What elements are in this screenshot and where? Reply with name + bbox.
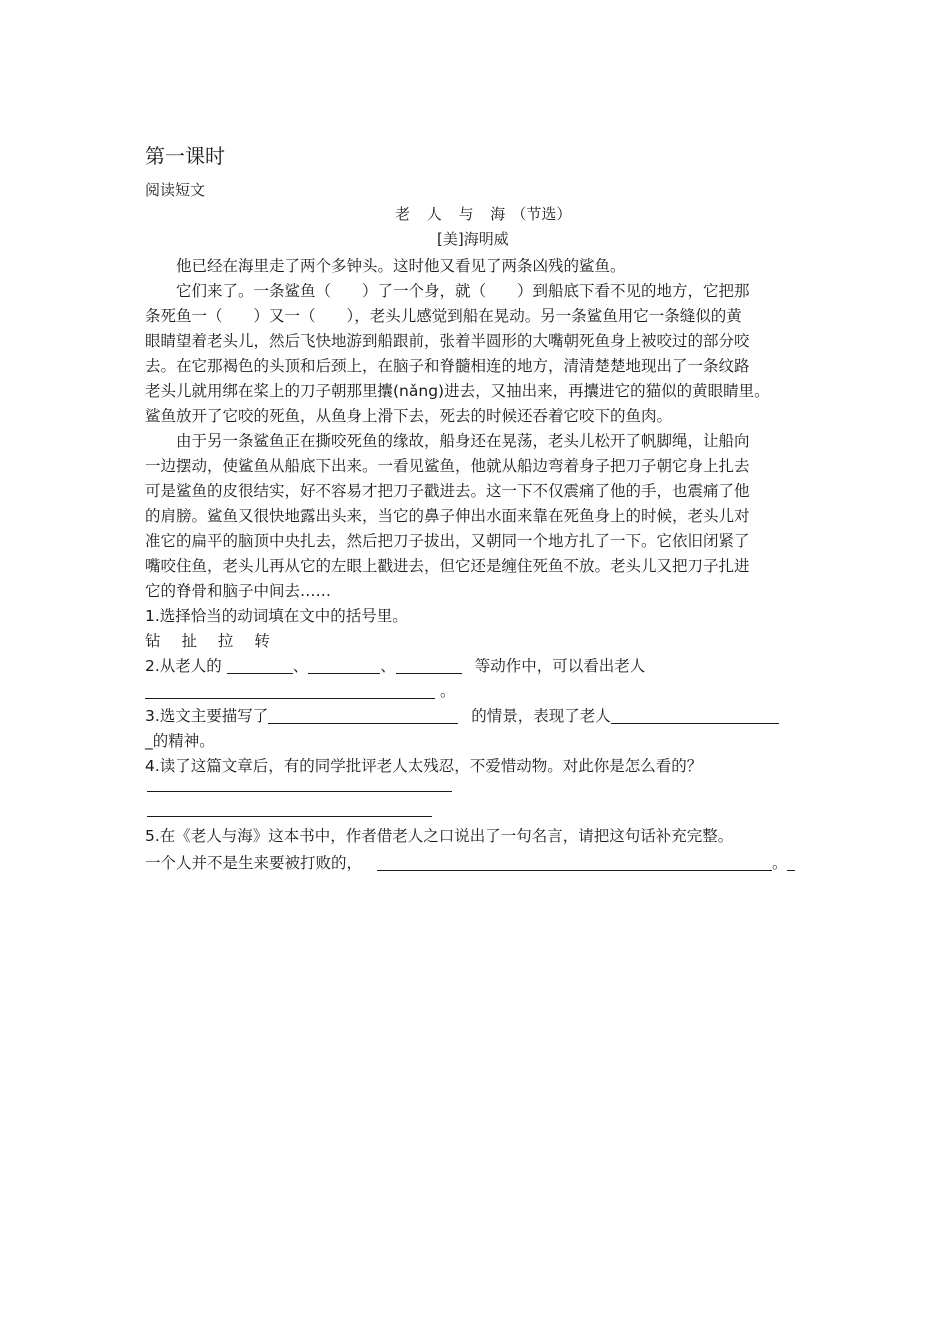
- passage-line: 他已经在海里走了两个多钟头。这时他又看见了两条凶残的鲨鱼。: [176, 257, 626, 275]
- passage-line: 鲨鱼放开了它咬的死鱼，从鱼身上滑下去，死去的时候还吞着它咬下的鱼肉。: [145, 407, 673, 425]
- question-2: [145, 656, 645, 676]
- q4-answer-line-1[interactable]: [147, 791, 452, 792]
- passage-line: 去。在它那褐色的头顶和后颈上，在脑子和脊髓相连的地方，清清楚楚地现出了一条纹路: [145, 357, 750, 375]
- q5-blank-tail: [787, 854, 795, 871]
- question-5-continued: [145, 853, 795, 873]
- word-option: 钻: [145, 632, 161, 650]
- question-3-continued: _的精神。: [145, 732, 215, 750]
- passage-line: 嘴咬住鱼，老头儿再从它的左眼上戳进去，但它还是缠住死鱼不放。老头儿又把刀子扎进: [145, 557, 750, 575]
- passage-line: 老头儿就用绑在桨上的刀子朝那里攮(nǎng)进去，又抽出来，再攮进它的猫似的黄眼睛里。: [145, 382, 770, 400]
- passage-line: 它们来了。一条鲨鱼（ ）了一个身，就（ ）到船底下看不见的地方，它把那: [176, 282, 750, 300]
- passage-line: 由于另一条鲨鱼正在撕咬死鱼的缘故，船身还在晃荡，老头儿松开了帆脚绳，让船向: [176, 432, 750, 450]
- passage-line: 眼睛望着老头儿，然后飞快地游到船跟前，张着半圆形的大嘴朝死鱼身上被咬过的部分咬: [145, 332, 750, 350]
- q3-prefix: 3.选文主要描写了: [145, 707, 269, 725]
- word-option: 扯: [181, 632, 197, 650]
- q2-middle: 等动作中，可以看出老人: [474, 657, 646, 675]
- passage-line: 的肩膀。鲨鱼又很快地露出头来，当它的鼻子伸出水面来靠在死鱼身上的时候，老头儿对: [145, 507, 750, 525]
- passage-title-main: 老 人 与 海: [395, 205, 512, 223]
- q2-end: 。: [439, 682, 456, 700]
- word-option: 转: [254, 632, 270, 650]
- q5-end: 。: [771, 854, 788, 872]
- question-2-continued: [145, 681, 455, 701]
- q5-prefix: 一个人并不是生来要被打败的，: [145, 854, 363, 872]
- passage-line: 准它的扁平的脑顶中央扎去，然后把刀子拔出，又朝同一个地方扎了一下。它依旧闭紧了: [145, 532, 750, 550]
- lesson-title: 第一课时: [145, 144, 225, 168]
- q3-middle: 的情景，表现了老人: [471, 707, 611, 725]
- q2-blank-1[interactable]: [227, 657, 293, 674]
- q2-blank-4[interactable]: [145, 682, 435, 699]
- passage-title: [395, 203, 571, 224]
- q2-blank-3[interactable]: [396, 657, 462, 674]
- passage-line: 可是鲨鱼的皮很结实，好不容易才把刀子戳进去。这一下不仅震痛了他的手，也震痛了他: [145, 482, 750, 500]
- q2-separator: 、: [292, 657, 309, 675]
- question-5: 5.在《老人与海》这本书中，作者借老人之口说出了一句名言，请把这句话补充完整。: [145, 827, 734, 845]
- passage-line: 它的脊骨和脑子中间去……: [145, 582, 332, 600]
- q3-blank-2[interactable]: [611, 707, 779, 724]
- question-4: 4.读了这篇文章后，有的同学批评老人太残忍，不爱惜动物。对此你是怎么看的？: [145, 757, 703, 775]
- section-label: 阅读短文: [145, 181, 206, 199]
- question-1: 1.选择恰当的动词填在文中的括号里。: [145, 607, 408, 625]
- question-3: [145, 706, 779, 726]
- passage-title-sub: （节选）: [511, 205, 572, 223]
- word-option: 拉: [217, 632, 234, 650]
- q4-answer-line-2[interactable]: [147, 816, 432, 817]
- passage-line: 一边摆动，使鲨鱼从船底下出来。一看见鲨鱼，他就从船边弯着身子把刀子朝它身上扎去: [145, 457, 750, 475]
- q2-blank-2[interactable]: [308, 657, 380, 674]
- q3-blank-1[interactable]: [268, 707, 458, 724]
- q2-prefix: 2.从老人的: [145, 657, 222, 675]
- passage-author: [美]海明威: [437, 230, 509, 248]
- q1-word-bank: [145, 631, 286, 651]
- q5-blank[interactable]: [377, 854, 772, 871]
- q2-separator: 、: [380, 657, 396, 675]
- passage-line: 条死鱼一（ ）又一（ ），老头儿感觉到船在晃动。另一条鲨鱼用它一条缝似的黄: [145, 307, 742, 325]
